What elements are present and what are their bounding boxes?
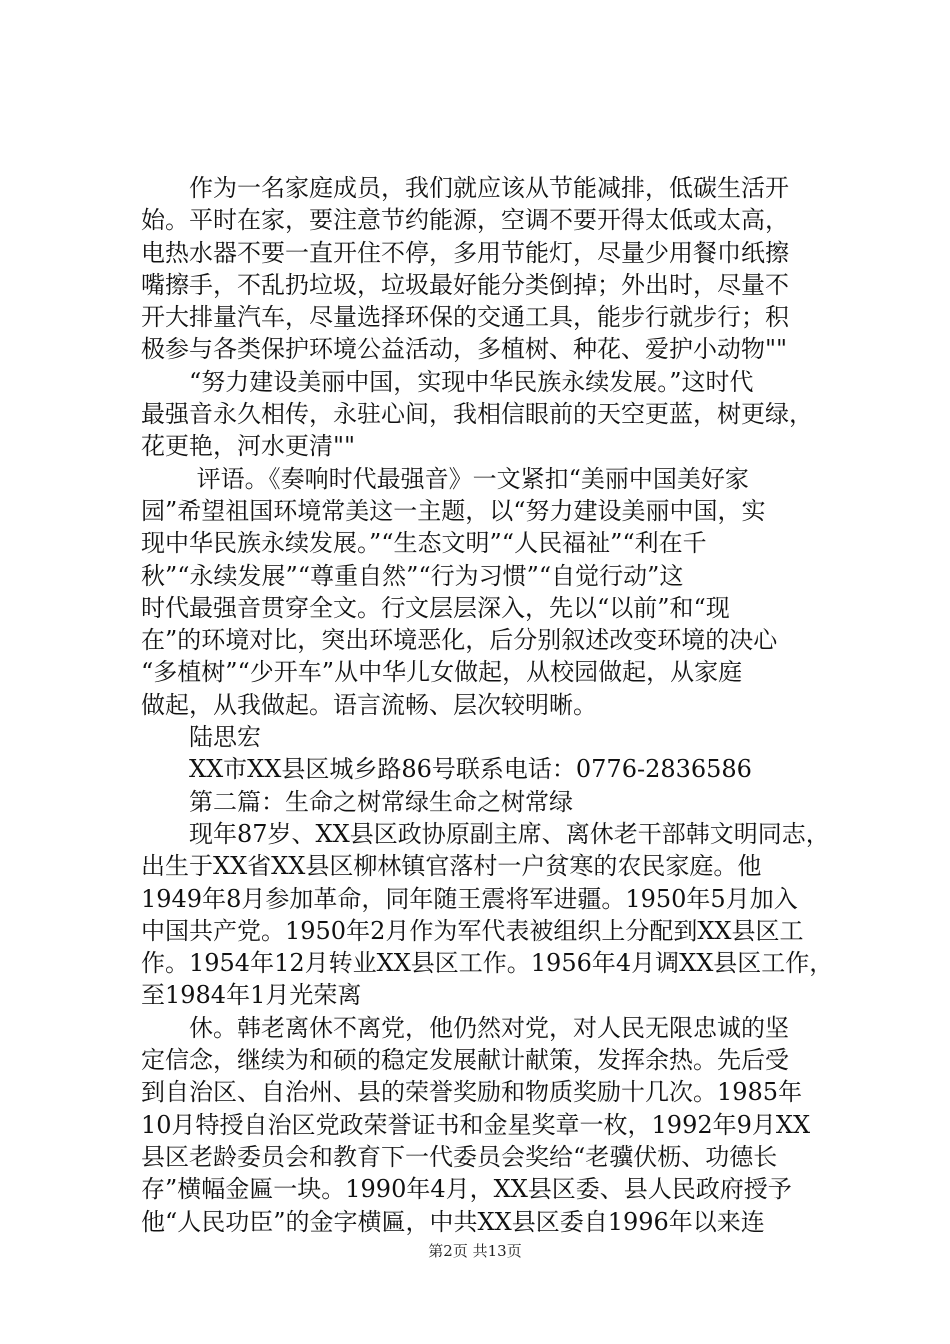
text-line: 评语。《奏响时代最强音》一文紧扣“美丽中国美好家 xyxy=(141,464,749,493)
text-line: 休。韩老离休不离党，他仍然对党，对人民无限忠诚的坚 xyxy=(141,1013,789,1042)
text-line: 至1984年1月光荣离 xyxy=(141,981,362,1010)
text-line: 出生于XX省XX县区柳林镇官落村一户贫寒的农民家庭。他 xyxy=(141,852,762,881)
text-line: 到自治区、自治州、县的荣誉奖励和物质奖励十几次。1985年 xyxy=(141,1078,803,1107)
text-line: XX市XX县区城乡路86号联系电话：0776-2836586 xyxy=(141,755,752,784)
text-line: 作。1954年12月转业XX县区工作。1956年4月调XX县区工作， xyxy=(141,949,834,978)
text-line: 做起，从我做起。语言流畅、层次较明晰。 xyxy=(141,690,597,719)
text-line: 开大排量汽车，尽量选择环保的交通工具，能步行就步行；积 xyxy=(141,303,789,332)
document-body xyxy=(141,172,841,1238)
text-line: 花更艳，河水更清"" xyxy=(141,432,356,461)
text-line: 最强音永久相传，永驻心间，我相信眼前的天空更蓝，树更绿， xyxy=(141,400,813,429)
text-line: 1949年8月参加革命，同年随王震将军进疆。1950年5月加入 xyxy=(141,884,798,913)
text-line: 第二篇：生命之树常绿生命之树常绿 xyxy=(141,787,573,816)
text-line: 定信念，继续为和硕的稳定发展献计献策，发挥余热。先后受 xyxy=(141,1046,789,1075)
text-line: 作为一名家庭成员，我们就应该从节能减排，低碳生活开 xyxy=(141,174,789,202)
text-line: 现年87岁、XX县区政协原副主席、离休老干部韩文明同志， xyxy=(141,819,830,848)
text-line: 时代最强音贯穿全文。行文层层深入，先以“以前”和“现 xyxy=(141,593,730,622)
text-line: 秋”“永续发展”“尊重自然”“行为习惯”“自觉行动”这 xyxy=(141,561,684,590)
text-line: 陆思宏 xyxy=(141,723,261,752)
text-line: 县区老龄委员会和教育下一代委员会奖给“老骥伏枥、功德长 xyxy=(141,1142,778,1171)
text-line: 电热水器不要一直开住不停，多用节能灯，尽量少用餐巾纸擦 xyxy=(141,238,789,267)
text-line: 始。平时在家，要注意节约能源，空调不要开得太低或太高， xyxy=(141,206,789,235)
text-line: “努力建设美丽中国，实现中华民族永续发展。”这时代 xyxy=(141,367,754,396)
text-line: 现中华民族永续发展。”“生态文明”“人民福祉”“利在千 xyxy=(141,529,707,558)
text-line: 存”横幅金匾一块。1990年4月，XX县区委、县人民政府授予 xyxy=(141,1175,792,1204)
text-line: 在”的环境对比，突出环境恶化，后分别叙述改变环境的决心 xyxy=(141,626,778,655)
text-line: 中国共产党。1950年2月作为军代表被组织上分配到XX县区工 xyxy=(141,916,804,945)
text-line: 嘴擦手，不乱扔垃圾，垃圾最好能分类倒掉；外出时，尽量不 xyxy=(141,270,789,299)
text-line: 极参与各类保护环境公益活动，多植树、种花、爱护小动物"" xyxy=(141,335,788,364)
text-line: 园”希望祖国环境常美这一主题，以“努力建设美丽中国，实 xyxy=(141,496,766,525)
text-line: 10月特授自治区党政荣誉证书和金星奖章一枚，1992年9月XX xyxy=(141,1110,811,1139)
text-line: “多植树”“少开车”从中华儿女做起，从校园做起，从家庭 xyxy=(141,658,743,687)
page-number-footer: 第2页 共13页 xyxy=(428,1242,522,1260)
text-line: 他“人民功臣”的金字横匾，中共XX县区委自1996年以来连 xyxy=(141,1207,765,1236)
